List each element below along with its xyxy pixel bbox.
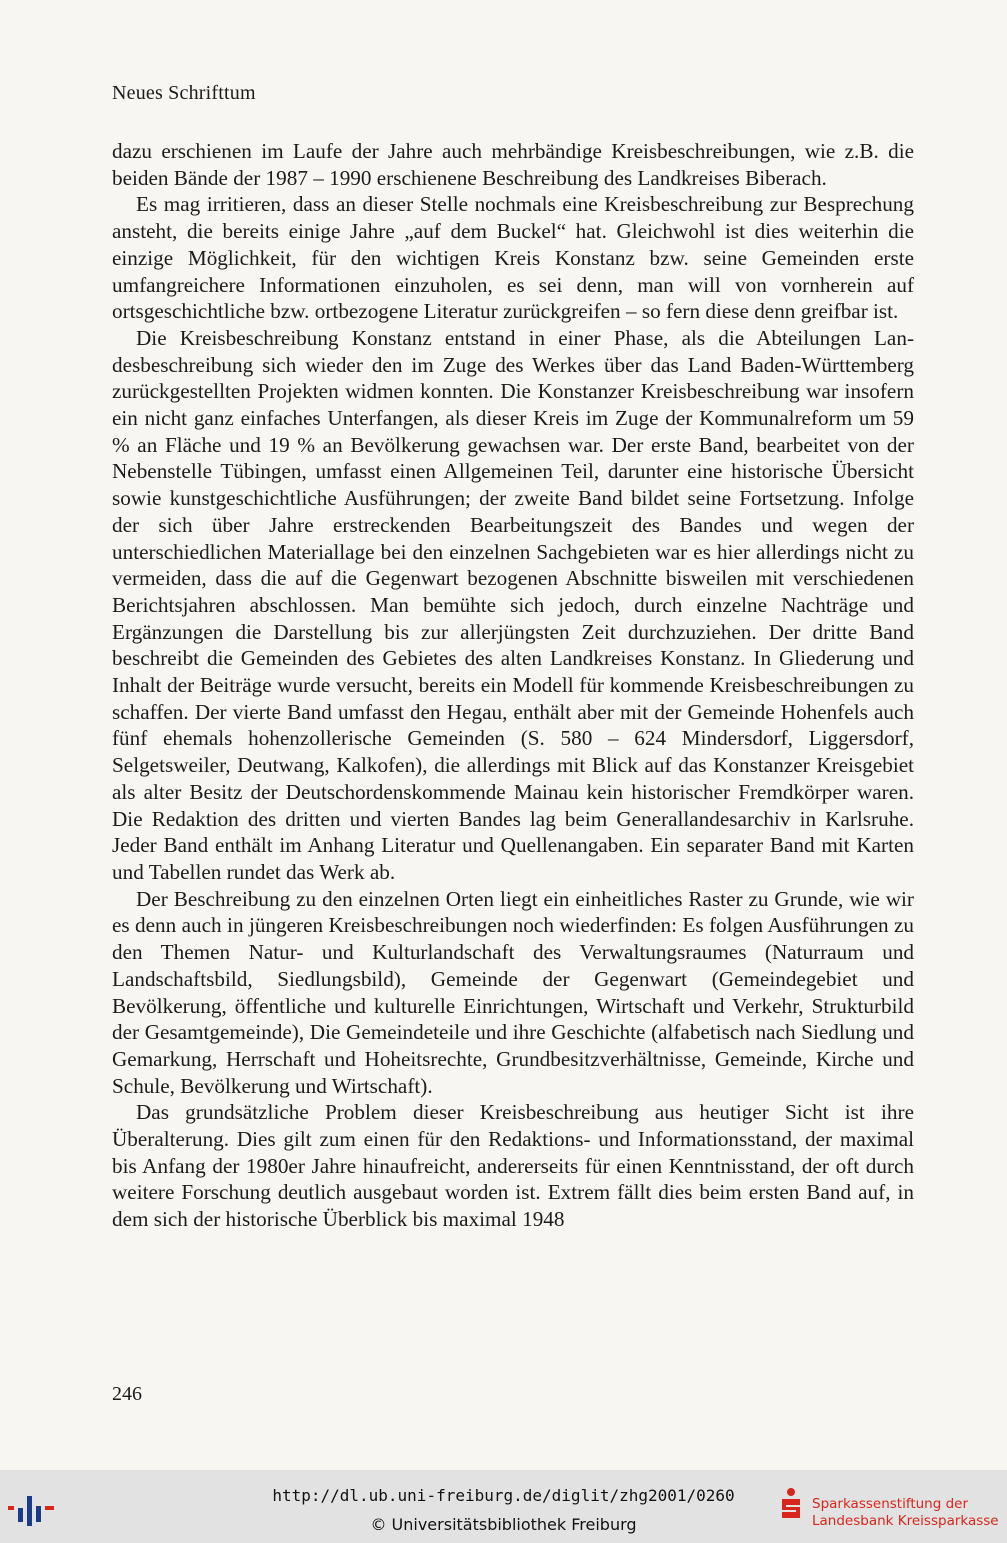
paragraph-4: Der Beschreibung zu den einzelnen Orten liegt ein einheitliches Raster zu Grunde, wie wir es denn auch in jüngeren Kreisbeschreibungen noch wiederfinden: Es folgen Ausführungen zu den Themen Natur- und Kulturlandschaft des Verwaltungsraumes (Naturraum und Landschaftsbild, Siedlungsbild), Gemeinde der Gegenwart (Gemeindegebiet und Bevölkerung, öffentliche und kulturelle Einrichtungen, Wirtschaft und Verkehr, Strukturbild der Gesamtgemeinde), Die Gemeindeteile und ihre Geschichte (alfabetisch nach Siedlung und Gemarkung, Herrschaft und Hoheitsrechte, Grundbesitzverhältnisse, Gemeinde, Kirche und Schule, Bevölkerung und Wirtschaft). <box>112 886 914 1098</box>
page-number: 246 <box>112 1383 142 1405</box>
running-head: Neues Schrifttum <box>112 82 256 104</box>
paragraph-5: Das grundsätzliche Problem dieser Kreisbeschreibung aus heutiger Sicht ist ihre Überalterung. Dies gilt zum einen für den Redaktions- und Informationsstand, der maximal bis Anfang der 1980er Jahre hinaufreicht, andererseits für einen Kenntnisstand, der oft durch weitere Forschung deutlich ausgebaut worden ist. Extrem fällt dies beim ersten Band auf, in dem sich der historische Überblick bis maximal 1948 <box>112 1100 914 1232</box>
paragraph-1: dazu erschienen im Laufe der Jahre auch mehrbändige Kreisbeschreibungen, wie z.B. die beiden Bände der 1987 – 1990 erschienene Beschreibung des Landkreises Biberach. <box>112 139 914 190</box>
footer-copyright: © Universitätsbibliothek Freiburg <box>370 1515 637 1534</box>
body-text <box>112 138 914 1233</box>
sponsor-text <box>812 1496 999 1530</box>
paragraph-3: Die Kreisbeschreibung Konstanz entstand in einer Phase, als die Abteilungen Landesbeschreibung sich wieder den im Zuge des Werkes über das Land Baden-Württemberg zurückgestellten Projekten widmen konnten. Die Konstanzer Kreisbeschreibung war insofern ein nicht ganz einfaches Unterfangen, als dieser Kreis im Zuge der Kommunalreform um 59 % an Fläche und 19 % an Bevölkerung gewachsen war. Der erste Band, bearbeitet von der Nebenstelle Tübingen, umfasst einen Allgemeinen Teil, darunter eine historische Übersicht sowie kunstgeschichtliche Ausführungen; der zweite Band bildet seine Fortsetzung. Infolge der sich über Jahre erstreckenden Bearbeitungszeit des Bandes und wegen der unterschiedlichen Materiallage bei den einzelnen Sachgebieten war es hier allerdings nicht zu vermeiden, dass die auf die Gegenwart bezogenen Abschnitte bisweilen mit verschiedenen Berichtsjahren abschlossen. Man bemühte sich jedoch, durch einzelne Nachträge und Ergänzungen die Darstellung bis zur allerjüngsten Zeit durchzuziehen. Der dritte Band beschreibt die Gemeinden des Gebietes des alten Landkreises Konstanz. In Gliederung und Inhalt der Beiträge wurde versucht, bereits ein Modell für kommende Kreisbeschreibungen zu schaffen. Der vierte Band umfasst den Hegau, enthält aber mit der Gemeinde Hohenfels auch fünf ehemals hohenzollerische Gemeinden (S. 580 – 624 Mindersdorf, Liggersdorf, Selgetsweiler, Deutwang, Kalkofen), die allerdings mit Blick auf das Konstanzer Kreisgebiet als alter Besitz der Deutschordenskommende Mainau kein historischer Fremdkörper waren. Die Redaktion des dritten und vierten Bandes lag beim Generallandesarchiv in Karlsruhe. Jeder Band enthält im Anhang Literatur und Quellenangaben. Ein separater Band mit Karten und Tabellen rundet das Werk ab. <box>112 325 914 884</box>
sponsor-line-2: Landesbank Kreissparkasse <box>812 1513 999 1529</box>
sparkasse-logo-icon <box>778 1487 804 1521</box>
sponsor-block[interactable] <box>778 1486 1004 1532</box>
paragraph-2: Es mag irritieren, dass an dieser Stelle nochmals eine Kreisbeschreibung zur Besprechung ansteht, die bereits einige Jahre „auf dem Buckel“ hat. Gleichwohl ist dies weiterhin die einzige Möglichkeit, für den wichtigen Kreis Konstanz bzw. seine Gemeinden erste umfangreichere Informationen einzuholen, es sei denn, man will von vornherein auf ortsgeschichtliche bzw. ortbezogene Literatur zurückgreifen – so fern diese denn greifbar ist. <box>112 192 914 324</box>
footer-bar <box>0 1470 1007 1543</box>
sponsor-line-1: Sparkassenstiftung der <box>812 1496 969 1512</box>
footer-url-link[interactable]: http://dl.ub.uni-freiburg.de/diglit/zhg2001/0260 <box>272 1486 735 1505</box>
